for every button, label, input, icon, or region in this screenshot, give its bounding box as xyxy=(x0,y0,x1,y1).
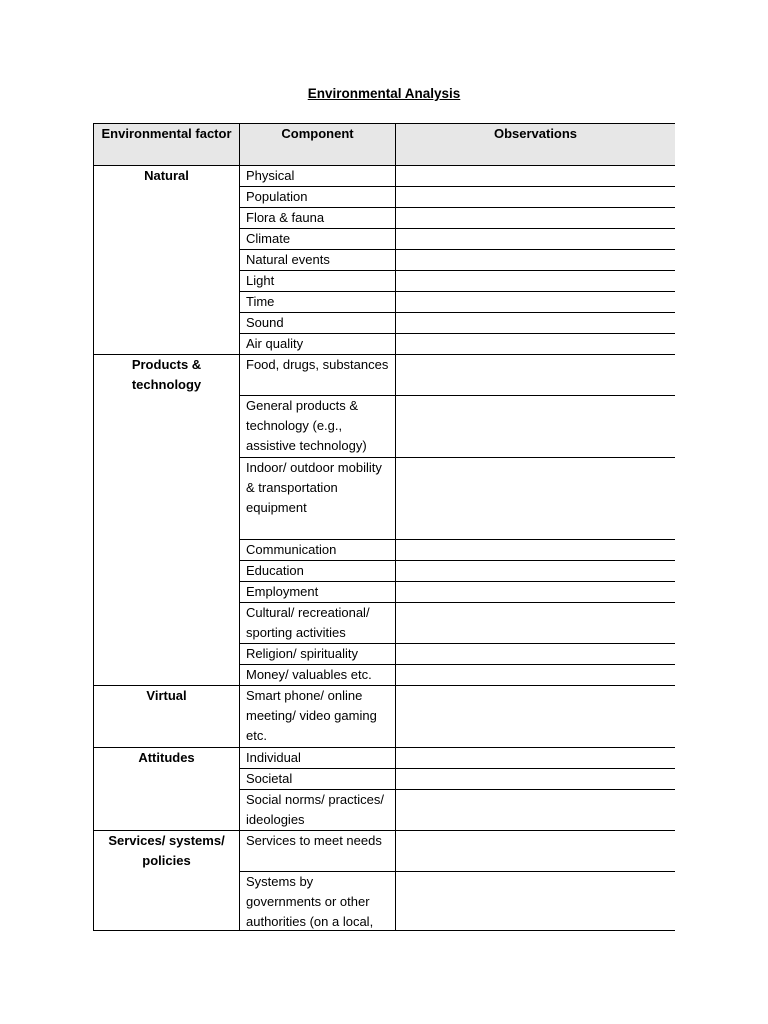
component-cell: Population xyxy=(240,187,396,208)
observation-cell[interactable] xyxy=(396,665,676,686)
observation-cell[interactable] xyxy=(396,271,676,292)
observation-cell[interactable] xyxy=(396,603,676,644)
table-row xyxy=(94,166,676,187)
table-container xyxy=(93,123,675,931)
observation-cell[interactable] xyxy=(396,644,676,665)
component-cell: Indoor/ outdoor mobility & transportation equipment xyxy=(240,458,396,540)
observation-cell[interactable] xyxy=(396,790,676,831)
observation-cell[interactable] xyxy=(396,166,676,187)
observation-cell[interactable] xyxy=(396,872,676,932)
component-cell: Cultural/ recreational/ sporting activities xyxy=(240,603,396,644)
component-cell: Religion/ spirituality xyxy=(240,644,396,665)
component-cell: Money/ valuables etc. xyxy=(240,665,396,686)
component-cell: Climate xyxy=(240,229,396,250)
observation-cell[interactable] xyxy=(396,313,676,334)
component-cell: Food, drugs, substances xyxy=(240,355,396,396)
observation-cell[interactable] xyxy=(396,187,676,208)
factor-cell: Natural xyxy=(94,166,240,355)
observation-cell[interactable] xyxy=(396,458,676,540)
factor-cell: Services/ systems/ policies xyxy=(94,831,240,932)
observation-cell[interactable] xyxy=(396,334,676,355)
observation-cell[interactable] xyxy=(396,748,676,769)
observation-cell[interactable] xyxy=(396,561,676,582)
observation-cell[interactable] xyxy=(396,229,676,250)
observation-cell[interactable] xyxy=(396,769,676,790)
table-row xyxy=(94,686,676,748)
header-component: Component xyxy=(240,124,396,166)
factor-cell: Products & technology xyxy=(94,355,240,686)
component-cell: Services to meet needs xyxy=(240,831,396,872)
component-cell: Social norms/ practices/ ideologies xyxy=(240,790,396,831)
component-cell: Time xyxy=(240,292,396,313)
table-row xyxy=(94,355,676,396)
observation-cell[interactable] xyxy=(396,250,676,271)
component-cell: Sound xyxy=(240,313,396,334)
component-cell: Flora & fauna xyxy=(240,208,396,229)
observation-cell[interactable] xyxy=(396,292,676,313)
factor-cell: Attitudes xyxy=(94,748,240,831)
component-cell: Societal xyxy=(240,769,396,790)
observation-cell[interactable] xyxy=(396,540,676,561)
observation-cell[interactable] xyxy=(396,396,676,458)
table-header-row xyxy=(94,124,676,166)
component-cell: Air quality xyxy=(240,334,396,355)
component-cell: Individual xyxy=(240,748,396,769)
table-row xyxy=(94,748,676,769)
observation-cell[interactable] xyxy=(396,355,676,396)
header-observations: Observations xyxy=(396,124,676,166)
table-row xyxy=(94,831,676,872)
component-cell: Education xyxy=(240,561,396,582)
factor-cell: Virtual xyxy=(94,686,240,748)
component-cell: Physical xyxy=(240,166,396,187)
component-cell: Communication xyxy=(240,540,396,561)
header-environmental-factor: Environmental factor xyxy=(94,124,240,166)
component-cell: Smart phone/ online meeting/ video gaming etc. xyxy=(240,686,396,748)
component-cell: General products & technology (e.g., assistive technology) xyxy=(240,396,396,458)
component-cell: Light xyxy=(240,271,396,292)
observation-cell[interactable] xyxy=(396,582,676,603)
component-cell: Employment xyxy=(240,582,396,603)
environmental-analysis-table xyxy=(93,123,675,931)
observation-cell[interactable] xyxy=(396,208,676,229)
component-cell: Systems by governments or other authorities (on a local, xyxy=(240,872,396,932)
document-title: Environmental Analysis xyxy=(307,86,461,101)
component-cell: Natural events xyxy=(240,250,396,271)
observation-cell[interactable] xyxy=(396,686,676,748)
observation-cell[interactable] xyxy=(396,831,676,872)
